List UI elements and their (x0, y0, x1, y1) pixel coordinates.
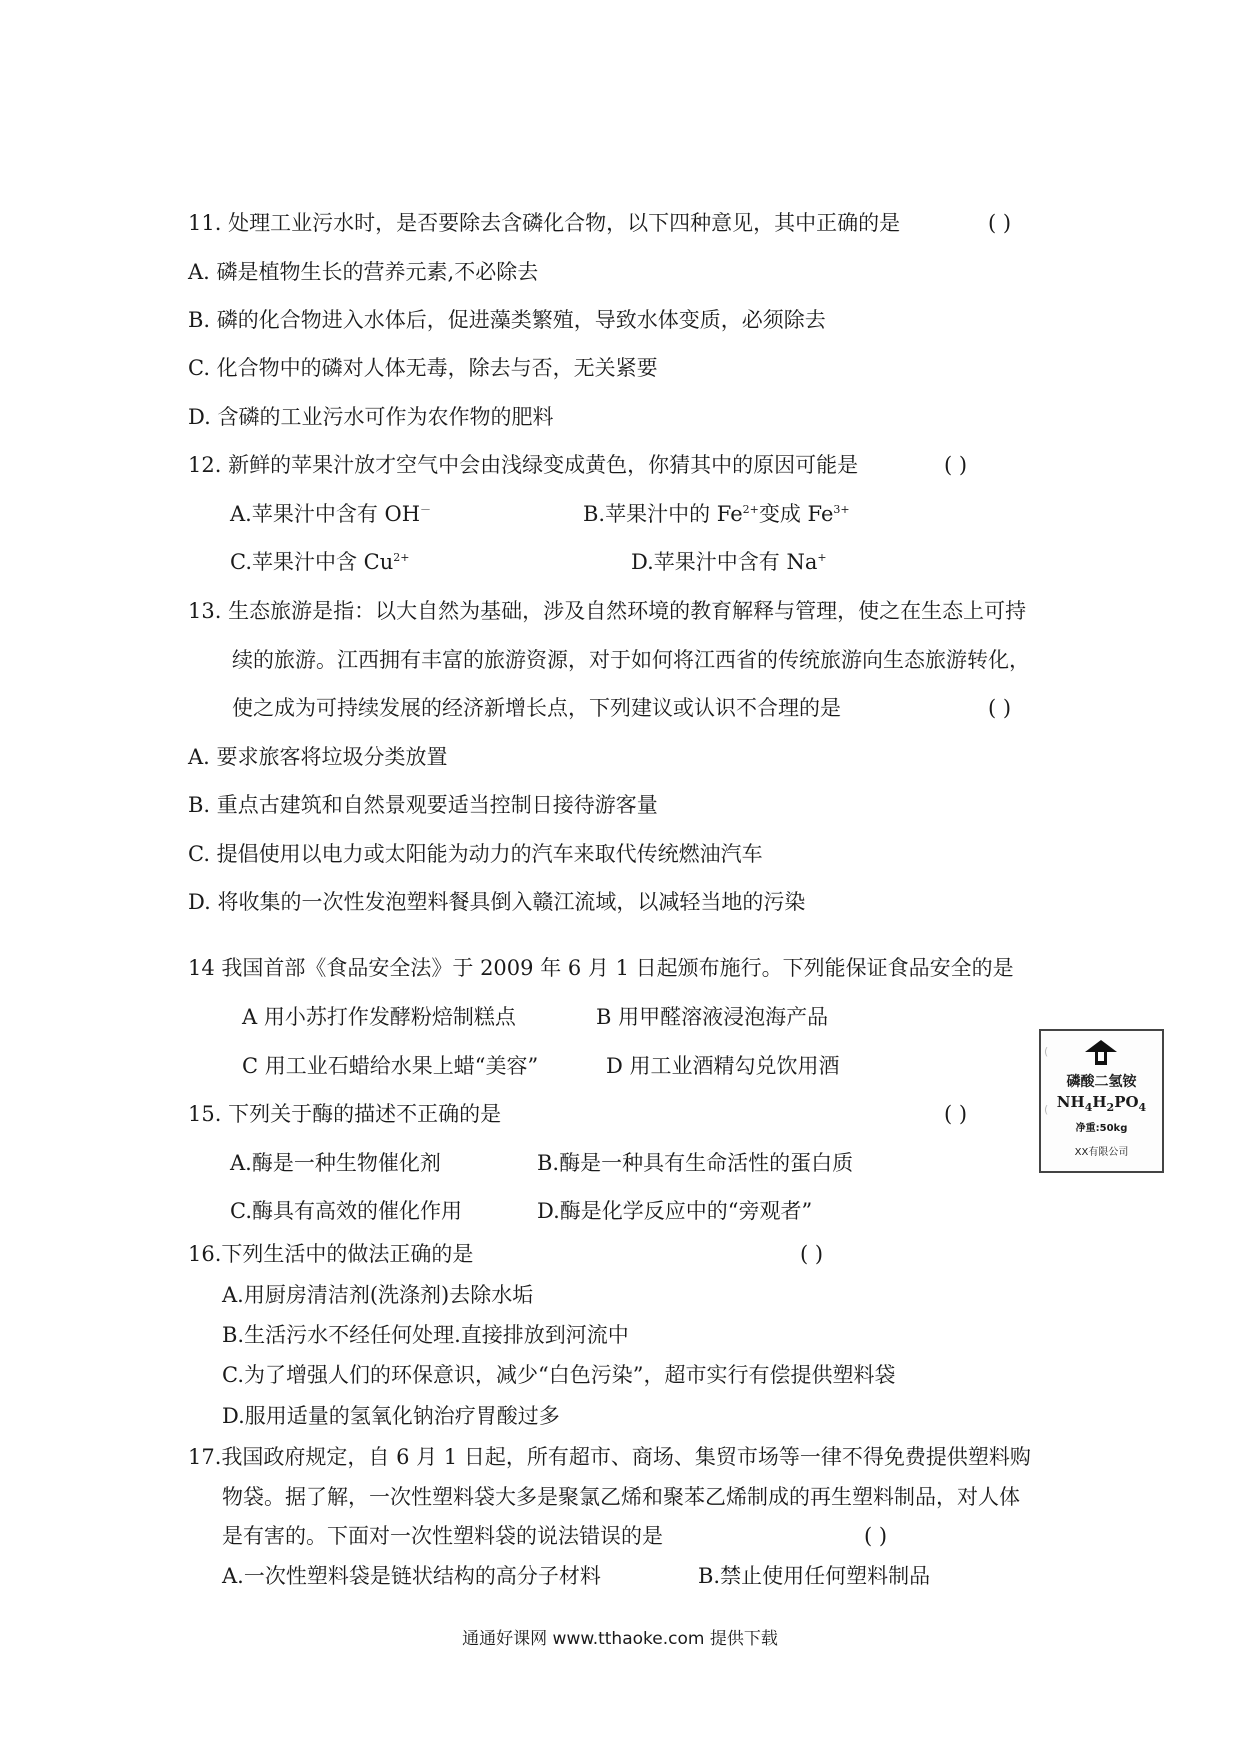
q15-stem: 15. 下列关于酶的描述不正确的是 (188, 1102, 502, 1126)
q15-answer-paren: ( ) (944, 1102, 968, 1126)
q11-option-d: D. 含磷的工业污水可作为农作物的肥料 (188, 405, 554, 429)
q13-option-b: B. 重点古建筑和自然景观要适当控制日接待游客量 (188, 793, 658, 817)
q12-answer-paren: ( ) (944, 453, 968, 477)
q12-option-b: B.苹果汁中的 $Fe^{2+}$变成 $Fe^{3+}$ (583, 502, 850, 526)
q13-answer-paren: ( ) (988, 696, 1012, 720)
q12-option-c: C.苹果汁中含 $Cu^{2+}$ (230, 550, 410, 574)
q11-option-c: C. 化合物中的磷对人体无毒，除去与否，无关紧要 (188, 356, 658, 380)
q14-option-d: D 用工业酒精勾兑饮用酒 (606, 1054, 840, 1078)
q13-stem-line1: 13. 生态旅游是指：以大自然为基础，涉及自然环境的教育解释与管理，使之在生态上可持 (188, 599, 1027, 623)
q16-answer-paren: ( ) (800, 1242, 824, 1266)
q15-option-d: D.酶是化学反应中的“旁观者” (537, 1199, 813, 1223)
q16-option-a: A.用厨房清洁剂(洗涤剂)去除水垢 (222, 1283, 534, 1307)
q17-answer-paren: ( ) (864, 1524, 888, 1548)
fertilizer-formula: $NH_4H_2PO_4$ (1056, 1093, 1147, 1114)
q13-option-a: A. 要求旅客将垃圾分类放置 (188, 745, 448, 769)
q17-stem-line1: 17.我国政府规定，自 6 月 1 日起，所有超市、商场、集贸市场等一律不得免费提供塑料购 (188, 1445, 1031, 1469)
q13-stem-line2: 续的旅游。江西拥有丰富的旅游资源，对于如何将江西省的传统旅游向生态旅游转化， (232, 648, 1030, 672)
q16-option-b: B.生活污水不经任何处理.直接排放到河流中 (222, 1323, 629, 1347)
q15-option-c: C.酶具有高效的催化作用 (230, 1199, 462, 1223)
q12-option-d: D.苹果汁中含有 Na+ (631, 550, 827, 574)
fertilizer-label-figure: ( ( 磷酸二氢铵 $NH_4H_2PO_4$ 净重:50kg XX有限公司 (1039, 1029, 1164, 1173)
up-arrow-icon (1082, 1039, 1120, 1067)
q16-option-d: D.服用适量的氢氧化钠治疗胃酸过多 (222, 1404, 560, 1428)
q13-stem-line3: 使之成为可持续发展的经济新增长点，下列建议或认识不合理的是 (232, 696, 841, 720)
q15-option-a: A.酶是一种生物催化剂 (230, 1151, 441, 1175)
q14-option-a: A 用小苏打作发酵粉焙制糕点 (242, 1005, 516, 1029)
q15-option-b: B.酶是一种具有生命活性的蛋白质 (537, 1151, 854, 1175)
q11-answer-paren: ( ) (988, 211, 1012, 235)
q11-option-a: A. 磷是植物生长的营养元素,不必除去 (188, 260, 539, 284)
q14-stem: 14 我国首部《食品安全法》于 2009 年 6 月 1 日起颁布施行。下列能保证食品安全的是 (188, 956, 1014, 980)
page-footer: 通通好课网 www.tthaoke.com 提供下载 (462, 1629, 778, 1649)
q16-stem: 16.下列生活中的做法正确的是 (188, 1242, 474, 1266)
q14-option-c: C 用工业石蜡给水果上蜡“美容” (242, 1054, 539, 1078)
q14-option-b: B 用甲醛溶液浸泡海产品 (596, 1005, 829, 1029)
fertilizer-company: XX有限公司 (1074, 1147, 1129, 1158)
q16-option-c: C.为了增强人们的环保意识，减少“白色污染”，超市实行有偿提供塑料袋 (222, 1363, 896, 1387)
q17-stem-line3: 是有害的。下面对一次性塑料袋的说法错误的是 (222, 1524, 663, 1548)
q11-stem: 11. 处理工业污水时，是否要除去含磷化合物，以下四种意见，其中正确的是 (188, 211, 901, 235)
q11-option-b: B. 磷的化合物进入水体后，促进藻类繁殖，导致水体变质，必须除去 (188, 308, 826, 332)
q17-option-a: A.一次性塑料袋是链状结构的高分子材料 (222, 1564, 601, 1588)
q17-stem-line2: 物袋。据了解，一次性塑料袋大多是聚氯乙烯和聚苯乙烯制成的再生塑料制品，对人体 (222, 1485, 1020, 1509)
fertilizer-net-weight: 净重:50kg (1075, 1123, 1128, 1134)
q13-option-d: D. 将收集的一次性发泡塑料餐具倒入赣江流域，以减轻当地的污染 (188, 890, 806, 914)
q12-option-a: A.苹果汁中含有 OH－ (230, 502, 432, 526)
q17-option-b: B.禁止使用任何塑料制品 (698, 1564, 931, 1588)
q12-stem: 12. 新鲜的苹果汁放才空气中会由浅绿变成黄色，你猜其中的原因可能是 (188, 453, 859, 477)
q13-option-c: C. 提倡使用以电力或太阳能为动力的汽车来取代传统燃油汽车 (188, 842, 763, 866)
fertilizer-name: 磷酸二氢铵 (1066, 1074, 1137, 1090)
